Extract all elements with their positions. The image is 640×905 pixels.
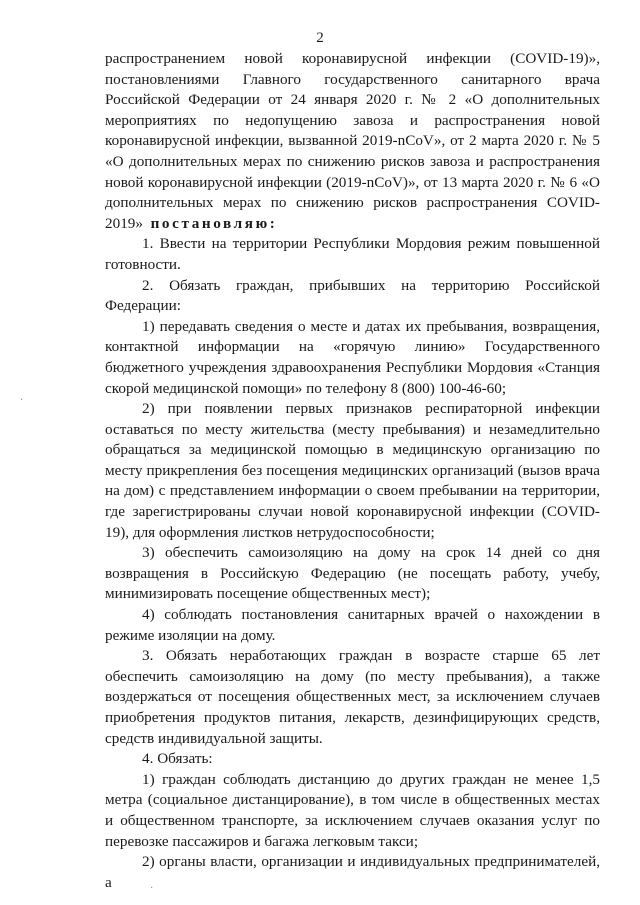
paragraph-3: 3. Обязать неработающих граждан в возрасте старше 65 лет обеспечить самоизоляцию на дому (по месту пребывания), а также воздержаться от посещения общественных мест, за исключением случаев приобретения продуктов питания, лекарств, дезинфицирующих средств, средств индивидуальной защиты. bbox=[105, 647, 600, 747]
paragraph-2-item-3: 3) обеспечить самоизоляцию на дому на срок 14 дней со дня возвращения в Российскую Федерацию (не посещать работу, учебу, минимизировать посещение общественных мест); bbox=[105, 544, 600, 603]
paragraph-intro bbox=[105, 49, 600, 234]
document-body bbox=[105, 49, 600, 893]
scan-speck: · bbox=[150, 883, 154, 894]
paragraph-intro-text: распространением новой коронавирусной инфекции (COVID-19)», постановлениями Главного государственного санитарного врача Российской Федерации от 24 января 2020 г. № 2 «О дополнительных мероприятиях по недопущению завоза и распространения новой коронавирусной инфекции, вызванной 2019-nCoV», от 2 марта 2020 г. № 5 «О дополнительных мерах по снижению рисков завоза и распространения новой коронавирусной инфекции (2019-nCoV)», от 13 марта 2020 г. № 6 «О дополнительных мерах по снижению рисков распространения COVID-2019» bbox=[105, 50, 600, 232]
paragraph-4-item-2: 2) органы власти, организации и индивидуальных предпринимателей, а bbox=[105, 853, 600, 891]
paragraph-4: 4. Обязать: bbox=[142, 750, 213, 768]
paragraph-2-item-2: 2) при появлении первых признаков респираторной инфекции оставаться по месту жительства (месту пребывания) и незамедлительно обращаться за медицинской помощью в медицинскую организацию по месту прикрепления без посещения медицинских организаций (вызов врача на дом) с представлением информации о своем пребывании на территории, где зарегистрированы случаи новой коронавирусной инфекции (COVID-19), для оформления листков нетрудоспособности; bbox=[105, 400, 600, 541]
paragraph-2-item-4: 4) соблюдать постановления санитарных врачей о нахождении в режиме изоляции на дому. bbox=[105, 606, 600, 644]
resolution-word: постановляю: bbox=[150, 214, 278, 232]
paragraph-2-item-1: 1) передавать сведения о месте и датах их пребывания, возвращения, контактной информации на «горячую линию» Государственного бюджетного учреждения здравоохранения Республики Мордовия «Станция скорой медицинской помощи» по телефону 8 (800) 100-46-60; bbox=[105, 317, 600, 397]
scan-speck: · bbox=[20, 395, 24, 406]
page-number: 2 bbox=[316, 30, 324, 46]
paragraph-4-item-1: 1) граждан соблюдать дистанцию до других граждан не менее 1,5 метра (социальное дистанцирование), в том числе в общественных местах и общественном транспорте, за исключением случаев оказания услуг по перевозке пассажиров и багажа легковым такси; bbox=[105, 770, 600, 850]
paragraph-2: 2. Обязать граждан, прибывших на территорию Российской Федерации: bbox=[105, 276, 600, 315]
paragraph-1: 1. Ввести на территории Республики Мордовия режим повышенной готовности. bbox=[105, 235, 600, 273]
